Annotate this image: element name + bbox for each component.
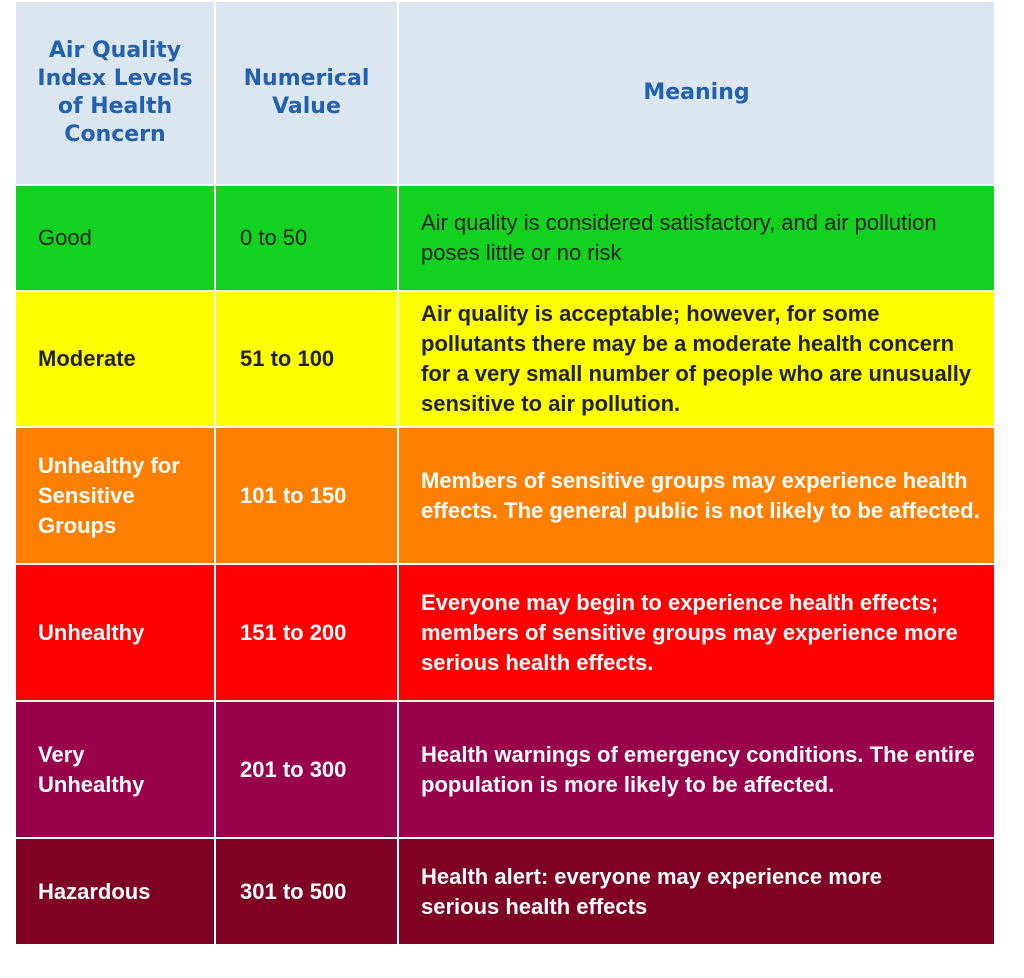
level-cell: Very Unhealthy	[15, 701, 215, 838]
level-cell: Good	[15, 185, 215, 291]
level-cell: Moderate	[15, 291, 215, 427]
meaning-cell: Air quality is acceptable; however, for some pollutants there may be a moderate health concern for a very small number of people who are unusually sensitive to air pollution.	[398, 291, 995, 427]
aqi-table	[14, 0, 996, 946]
value-cell: 51 to 100	[215, 291, 398, 427]
value-cell: 301 to 500	[215, 838, 398, 945]
table-row-very-unhealthy	[15, 701, 995, 838]
value-cell: 151 to 200	[215, 564, 398, 701]
meaning-cell: Health alert: everyone may experience more serious health effects	[398, 838, 995, 945]
header-value: Numerical Value	[215, 1, 398, 185]
value-cell: 0 to 50	[215, 185, 398, 291]
value-cell: 201 to 300	[215, 701, 398, 838]
table-row-unhealthy	[15, 564, 995, 701]
header-level: Air Quality Index Levels of Health Concern	[15, 1, 215, 185]
level-cell: Hazardous	[15, 838, 215, 945]
meaning-cell: Health warnings of emergency conditions. The entire population is more likely to be affected.	[398, 701, 995, 838]
level-cell: Unhealthy for Sensitive Groups	[15, 427, 215, 564]
meaning-cell: Air quality is considered satisfactory, and air pollution poses little or no risk	[398, 185, 995, 291]
table-row-unhealthy-sensitive	[15, 427, 995, 564]
value-cell: 101 to 150	[215, 427, 398, 564]
meaning-cell: Everyone may begin to experience health effects; members of sensitive groups may experience more serious health effects.	[398, 564, 995, 701]
level-cell: Unhealthy	[15, 564, 215, 701]
table-header-row	[15, 1, 995, 185]
header-meaning: Meaning	[398, 1, 995, 185]
table-row-hazardous	[15, 838, 995, 945]
meaning-cell: Members of sensitive groups may experience health effects. The general public is not likely to be affected.	[398, 427, 995, 564]
table-row-good	[15, 185, 995, 291]
table-row-moderate	[15, 291, 995, 427]
